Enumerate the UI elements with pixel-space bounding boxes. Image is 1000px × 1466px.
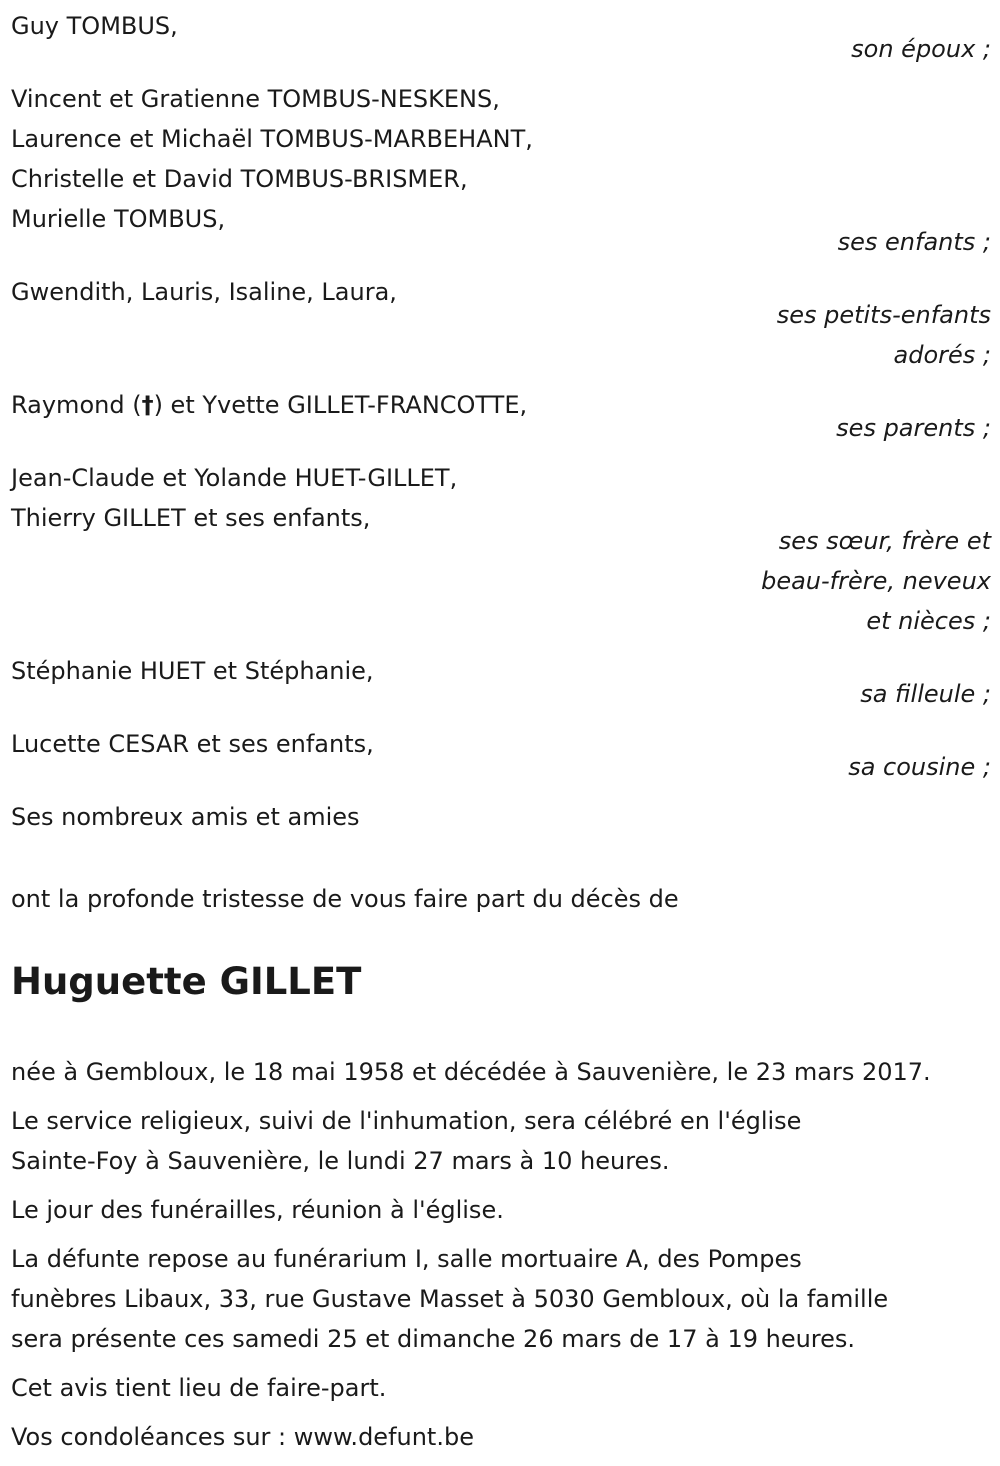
family-name-line: Murielle TOMBUS, [11, 205, 226, 233]
family-group-siblings [11, 458, 991, 641]
name-part: Raymond ( [11, 391, 142, 419]
service-paragraph [11, 1101, 991, 1181]
family-name-line: Laurence et Michaël TOMBUS-MARBEHANT, [11, 125, 533, 153]
family-group-cousin [11, 724, 991, 787]
deceased-name: Huguette GILLET [11, 960, 362, 1003]
name-part: ) et Yvette GILLET-FRANCOTTE, [153, 391, 528, 419]
relation-label: son époux ; [851, 35, 991, 63]
paragraph-line: Sainte-Foy à Sauvenière, le lundi 27 mars à 10 heures. [11, 1147, 670, 1175]
paragraph-line: née à Gembloux, le 18 mai 1958 et décédée à Sauvenière, le 23 mars 2017. [11, 1058, 931, 1086]
family-group-parents [11, 385, 991, 448]
paragraph-line: Le service religieux, suivi de l'inhumation, sera célébré en l'église [11, 1107, 802, 1135]
meeting-paragraph [11, 1190, 991, 1230]
family-name-line: Guy TOMBUS, [11, 12, 178, 40]
paragraph-line: La défunte repose au funérarium I, salle mortuaire A, des Pompes [11, 1245, 802, 1273]
family-name-line: Jean-Claude et Yolande HUET-GILLET, [11, 464, 458, 492]
family-group-spouse [11, 6, 991, 69]
relation-label: adorés ; [893, 341, 991, 369]
relation-label: ses sœur, frère et [778, 527, 991, 555]
intro-text: ont la profonde tristesse de vous faire part du décès de [11, 885, 679, 913]
funeral-home-paragraph [11, 1239, 991, 1359]
paragraph-line: sera présente ces samedi 25 et dimanche 26 mars de 17 à 19 heures. [11, 1325, 856, 1353]
family-group-goddaughter [11, 651, 991, 714]
family-name-line: Lucette CESAR et ses enfants, [11, 730, 374, 758]
cross-icon: † [141, 391, 154, 419]
obituary-notice [11, 6, 991, 1466]
relation-label: ses petits-enfants [776, 301, 991, 329]
family-name-line: Vincent et Gratienne TOMBUS-NESKENS, [11, 85, 500, 113]
friends-line: Ses nombreux amis et amies [11, 803, 360, 831]
paragraph-line: Le jour des funérailles, réunion à l'église. [11, 1196, 504, 1224]
family-name-line: Gwendith, Lauris, Isaline, Laura, [11, 278, 397, 306]
family-group-children [11, 79, 991, 262]
paragraph-line: funèbres Libaux, 33, rue Gustave Masset à 5030 Gembloux, où la famille [11, 1285, 889, 1313]
family-name-line: Christelle et David TOMBUS-BRISMER, [11, 165, 468, 193]
relation-label: ses parents ; [836, 414, 991, 442]
relation-label: sa cousine ; [848, 753, 991, 781]
relation-label: ses enfants ; [837, 228, 991, 256]
condolences-link[interactable]: Vos condoléances sur : www.defunt.be [11, 1423, 474, 1451]
family-name-line: Stéphanie HUET et Stéphanie, [11, 657, 374, 685]
notice-paragraph [11, 1368, 991, 1408]
paragraph-line: Cet avis tient lieu de faire-part. [11, 1374, 387, 1402]
relation-label: sa filleule ; [860, 680, 991, 708]
family-group-grandchildren [11, 272, 991, 375]
birth-death-paragraph [11, 1052, 991, 1092]
relation-label: beau-frère, neveux [761, 567, 991, 595]
relation-label: et nièces ; [866, 607, 991, 635]
family-name-line: Thierry GILLET et ses enfants, [11, 504, 371, 532]
condolences-paragraph [11, 1417, 991, 1457]
